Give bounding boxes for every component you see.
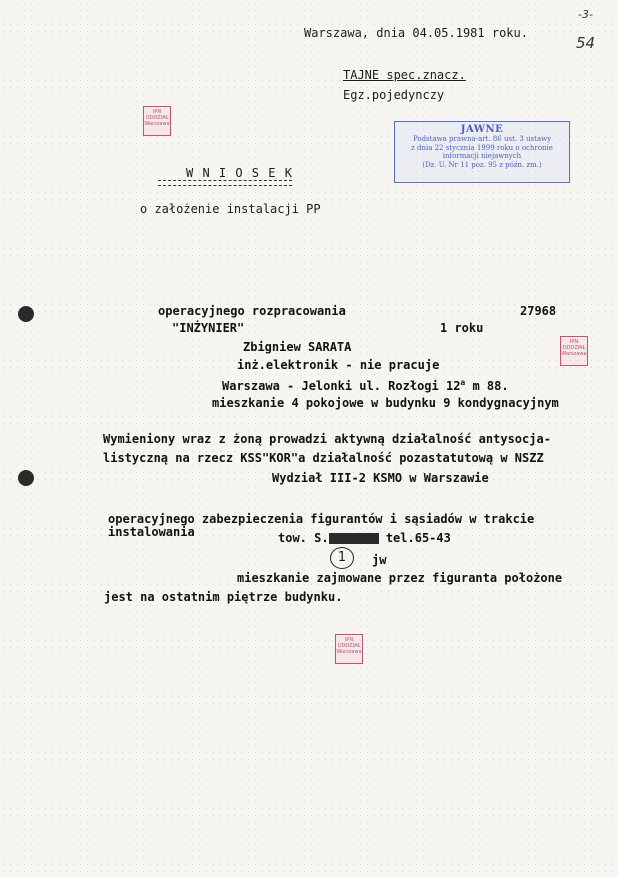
paragraph3-line1: mieszkanie zajmowane przez figuranta położone <box>237 571 563 585</box>
ipn-stamp-3: IPN ODDZIAŁ Warszawa <box>335 634 363 664</box>
address-text: Warszawa - Jelonki ul. Rozłogi 12 <box>222 379 461 393</box>
classification-label: TAJNE spec.znacz. <box>343 68 466 82</box>
document-heading: W N I O S E K <box>186 166 293 180</box>
jawne-line: informacji niejawnych <box>442 152 522 160</box>
jawne-line: z dnia 22 stycznia 1999 roku o ochronie <box>411 143 553 152</box>
subject-address <box>222 376 509 393</box>
jawne-line: Podstawa prawna-art. 86 ust. 3 ustawy <box>412 135 552 143</box>
telephone-number: tel.65-43 <box>385 531 451 545</box>
heading-double-underline <box>158 180 292 186</box>
corner-handwritten-number: 54 <box>576 34 596 52</box>
apartment-description: mieszkanie 4 pokojowe w budynku 9 kondygnacyjnym <box>212 396 559 410</box>
corner-page-mark: -3- <box>578 8 593 21</box>
case-codename: "INŻYNIER" <box>172 321 245 335</box>
jw-abbreviation: jw <box>372 553 387 567</box>
ipn-stamp-1: IPN ODDZIAŁ Warszawa <box>143 106 171 136</box>
contact-line <box>278 531 451 545</box>
paragraph1-line1: Wymieniony wraz z żoną prowadzi aktywną działalność antysocja- <box>103 432 551 446</box>
paragraph2-line2: instalowania <box>108 525 195 539</box>
redacted-name-block <box>329 533 379 544</box>
punch-hole-bottom <box>18 470 34 486</box>
circled-number: 1 <box>330 547 354 569</box>
operation-type: operacyjnego rozpracowania <box>158 304 346 318</box>
jawne-declassification-stamp <box>394 121 570 183</box>
subject-occupation: inż.elektronik - nie pracuje <box>237 358 440 372</box>
tow-label: tow. <box>278 531 307 545</box>
address-superscript: a <box>460 378 466 387</box>
paragraph3-line2: jest na ostatnim piętrze budynku. <box>104 590 343 604</box>
ipn-stamp-2: IPN ODDZIAŁ Warszawa <box>560 336 588 366</box>
place-date: Warszawa, dnia 04.05.1981 roku. <box>304 26 528 40</box>
jawne-title: JAWNE <box>460 124 504 135</box>
paragraph1-line2: listyczną na rzecz KSS"KOR"a działalność pozastatutową w NSZZ <box>103 451 544 465</box>
tow-initial: S. <box>314 531 329 545</box>
case-number: 27968 <box>520 304 557 318</box>
document-subtitle: o założenie instalacji PP <box>140 202 321 216</box>
jawne-line: (Dz. U. Nr 11 poz. 95 z późn. zm.) <box>422 160 542 169</box>
case-duration: 1 roku <box>440 321 484 335</box>
paragraph1-line3: Wydział III-2 KSMO w Warszawie <box>272 471 489 485</box>
paragraph2-line1: operacyjnego zabezpieczenia figurantów i sąsiadów w trakcie <box>108 512 535 526</box>
subject-name: Zbigniew SARATA <box>243 340 352 354</box>
punch-hole-top <box>18 306 34 322</box>
address-tail: m 88. <box>465 379 509 393</box>
copy-label: Egz.pojedynczy <box>343 88 445 102</box>
